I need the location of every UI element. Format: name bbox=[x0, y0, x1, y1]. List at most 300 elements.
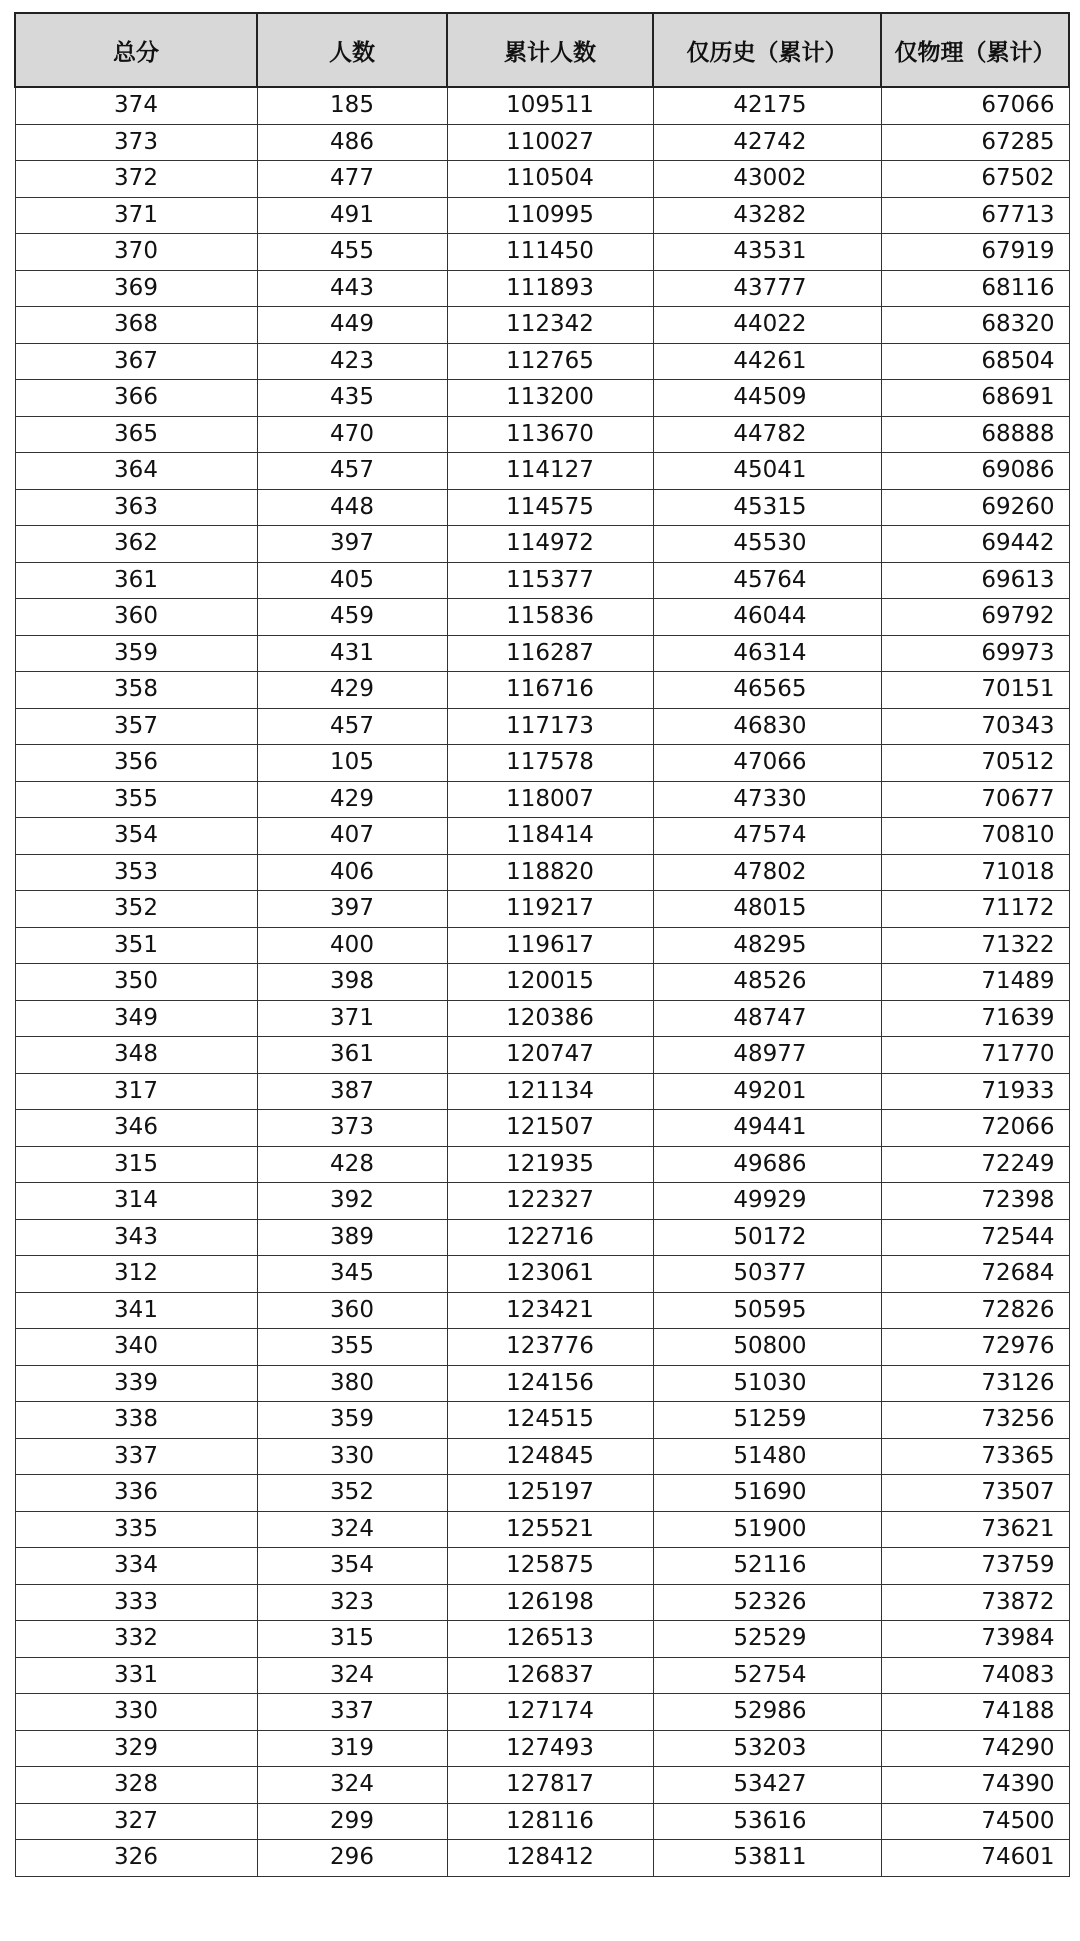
cell-cumulative-count: 126513 bbox=[447, 1621, 653, 1658]
cell-total-score: 335 bbox=[15, 1511, 257, 1548]
cell-cumulative-count: 120386 bbox=[447, 1000, 653, 1037]
cell-history-cumulative: 45764 bbox=[653, 562, 881, 599]
cell-history-cumulative: 52754 bbox=[653, 1657, 881, 1694]
cell-physics-cumulative: 74601 bbox=[881, 1840, 1069, 1877]
cell-total-score: 365 bbox=[15, 416, 257, 453]
cell-cumulative-count: 127493 bbox=[447, 1730, 653, 1767]
cell-history-cumulative: 52326 bbox=[653, 1584, 881, 1621]
cell-total-score: 349 bbox=[15, 1000, 257, 1037]
table-row bbox=[15, 1037, 1069, 1074]
table-row bbox=[15, 1657, 1069, 1694]
cell-physics-cumulative: 70512 bbox=[881, 745, 1069, 782]
cell-history-cumulative: 43282 bbox=[653, 197, 881, 234]
cell-count: 429 bbox=[257, 781, 447, 818]
cell-history-cumulative: 48015 bbox=[653, 891, 881, 928]
cell-total-score: 359 bbox=[15, 635, 257, 672]
cell-count: 389 bbox=[257, 1219, 447, 1256]
table-row bbox=[15, 1146, 1069, 1183]
cell-count: 324 bbox=[257, 1511, 447, 1548]
cell-total-score: 315 bbox=[15, 1146, 257, 1183]
cell-cumulative-count: 122327 bbox=[447, 1183, 653, 1220]
cell-cumulative-count: 117578 bbox=[447, 745, 653, 782]
cell-cumulative-count: 126837 bbox=[447, 1657, 653, 1694]
cell-history-cumulative: 48977 bbox=[653, 1037, 881, 1074]
score-distribution-sheet bbox=[14, 12, 1068, 1877]
cell-count: 380 bbox=[257, 1365, 447, 1402]
cell-cumulative-count: 109511 bbox=[447, 87, 653, 124]
cell-history-cumulative: 52986 bbox=[653, 1694, 881, 1731]
cell-physics-cumulative: 67066 bbox=[881, 87, 1069, 124]
table-row bbox=[15, 380, 1069, 417]
cell-physics-cumulative: 67713 bbox=[881, 197, 1069, 234]
table-row bbox=[15, 1730, 1069, 1767]
cell-total-score: 362 bbox=[15, 526, 257, 563]
cell-cumulative-count: 110995 bbox=[447, 197, 653, 234]
cell-count: 323 bbox=[257, 1584, 447, 1621]
cell-physics-cumulative: 72066 bbox=[881, 1110, 1069, 1147]
cell-count: 423 bbox=[257, 343, 447, 380]
cell-total-score: 348 bbox=[15, 1037, 257, 1074]
cell-count: 373 bbox=[257, 1110, 447, 1147]
cell-cumulative-count: 125875 bbox=[447, 1548, 653, 1585]
cell-cumulative-count: 124156 bbox=[447, 1365, 653, 1402]
cell-physics-cumulative: 68888 bbox=[881, 416, 1069, 453]
cell-history-cumulative: 48295 bbox=[653, 927, 881, 964]
cell-history-cumulative: 51030 bbox=[653, 1365, 881, 1402]
cell-count: 105 bbox=[257, 745, 447, 782]
cell-history-cumulative: 52529 bbox=[653, 1621, 881, 1658]
cell-cumulative-count: 127174 bbox=[447, 1694, 653, 1731]
cell-physics-cumulative: 72976 bbox=[881, 1329, 1069, 1366]
cell-history-cumulative: 45041 bbox=[653, 453, 881, 490]
cell-count: 387 bbox=[257, 1073, 447, 1110]
cell-count: 299 bbox=[257, 1803, 447, 1840]
cell-count: 477 bbox=[257, 161, 447, 198]
cell-cumulative-count: 119617 bbox=[447, 927, 653, 964]
table-row bbox=[15, 1621, 1069, 1658]
cell-count: 400 bbox=[257, 927, 447, 964]
cell-total-score: 368 bbox=[15, 307, 257, 344]
cell-cumulative-count: 123776 bbox=[447, 1329, 653, 1366]
cell-count: 324 bbox=[257, 1767, 447, 1804]
table-row bbox=[15, 599, 1069, 636]
table-row bbox=[15, 307, 1069, 344]
cell-history-cumulative: 50172 bbox=[653, 1219, 881, 1256]
cell-total-score: 350 bbox=[15, 964, 257, 1001]
header-cumulative-count: 累计人数 bbox=[447, 13, 653, 87]
cell-history-cumulative: 53427 bbox=[653, 1767, 881, 1804]
cell-total-score: 330 bbox=[15, 1694, 257, 1731]
cell-count: 449 bbox=[257, 307, 447, 344]
cell-cumulative-count: 123421 bbox=[447, 1292, 653, 1329]
cell-total-score: 327 bbox=[15, 1803, 257, 1840]
table-row bbox=[15, 818, 1069, 855]
table-row bbox=[15, 270, 1069, 307]
cell-total-score: 364 bbox=[15, 453, 257, 490]
table-row bbox=[15, 927, 1069, 964]
cell-count: 371 bbox=[257, 1000, 447, 1037]
cell-count: 406 bbox=[257, 854, 447, 891]
cell-count: 448 bbox=[257, 489, 447, 526]
cell-total-score: 360 bbox=[15, 599, 257, 636]
cell-history-cumulative: 47330 bbox=[653, 781, 881, 818]
cell-count: 457 bbox=[257, 453, 447, 490]
cell-physics-cumulative: 74390 bbox=[881, 1767, 1069, 1804]
cell-physics-cumulative: 73507 bbox=[881, 1475, 1069, 1512]
cell-count: 397 bbox=[257, 526, 447, 563]
table-row bbox=[15, 635, 1069, 672]
cell-cumulative-count: 117173 bbox=[447, 708, 653, 745]
table-row bbox=[15, 343, 1069, 380]
cell-count: 392 bbox=[257, 1183, 447, 1220]
cell-physics-cumulative: 71322 bbox=[881, 927, 1069, 964]
cell-count: 435 bbox=[257, 380, 447, 417]
cell-physics-cumulative: 74500 bbox=[881, 1803, 1069, 1840]
cell-total-score: 356 bbox=[15, 745, 257, 782]
cell-count: 337 bbox=[257, 1694, 447, 1731]
table-row bbox=[15, 1000, 1069, 1037]
cell-cumulative-count: 114972 bbox=[447, 526, 653, 563]
cell-cumulative-count: 118414 bbox=[447, 818, 653, 855]
cell-physics-cumulative: 67502 bbox=[881, 161, 1069, 198]
cell-history-cumulative: 51900 bbox=[653, 1511, 881, 1548]
table-row bbox=[15, 562, 1069, 599]
table-row bbox=[15, 1219, 1069, 1256]
cell-physics-cumulative: 70151 bbox=[881, 672, 1069, 709]
cell-cumulative-count: 118820 bbox=[447, 854, 653, 891]
cell-count: 345 bbox=[257, 1256, 447, 1293]
cell-count: 397 bbox=[257, 891, 447, 928]
cell-physics-cumulative: 72684 bbox=[881, 1256, 1069, 1293]
cell-count: 185 bbox=[257, 87, 447, 124]
cell-physics-cumulative: 73984 bbox=[881, 1621, 1069, 1658]
cell-physics-cumulative: 72826 bbox=[881, 1292, 1069, 1329]
cell-physics-cumulative: 67285 bbox=[881, 124, 1069, 161]
cell-history-cumulative: 46044 bbox=[653, 599, 881, 636]
table-row bbox=[15, 1292, 1069, 1329]
cell-physics-cumulative: 69973 bbox=[881, 635, 1069, 672]
table-row bbox=[15, 1548, 1069, 1585]
cell-cumulative-count: 121935 bbox=[447, 1146, 653, 1183]
cell-history-cumulative: 46830 bbox=[653, 708, 881, 745]
cell-total-score: 374 bbox=[15, 87, 257, 124]
cell-history-cumulative: 43777 bbox=[653, 270, 881, 307]
cell-cumulative-count: 119217 bbox=[447, 891, 653, 928]
table-row bbox=[15, 708, 1069, 745]
table-row bbox=[15, 891, 1069, 928]
cell-cumulative-count: 116287 bbox=[447, 635, 653, 672]
cell-physics-cumulative: 69613 bbox=[881, 562, 1069, 599]
cell-cumulative-count: 115836 bbox=[447, 599, 653, 636]
cell-total-score: 354 bbox=[15, 818, 257, 855]
cell-count: 455 bbox=[257, 234, 447, 271]
cell-history-cumulative: 53616 bbox=[653, 1803, 881, 1840]
cell-count: 360 bbox=[257, 1292, 447, 1329]
cell-count: 315 bbox=[257, 1621, 447, 1658]
cell-total-score: 333 bbox=[15, 1584, 257, 1621]
cell-history-cumulative: 51259 bbox=[653, 1402, 881, 1439]
cell-history-cumulative: 47066 bbox=[653, 745, 881, 782]
cell-count: 428 bbox=[257, 1146, 447, 1183]
cell-cumulative-count: 126198 bbox=[447, 1584, 653, 1621]
cell-total-score: 358 bbox=[15, 672, 257, 709]
cell-history-cumulative: 44022 bbox=[653, 307, 881, 344]
cell-total-score: 370 bbox=[15, 234, 257, 271]
table-row bbox=[15, 416, 1069, 453]
cell-physics-cumulative: 74290 bbox=[881, 1730, 1069, 1767]
cell-total-score: 341 bbox=[15, 1292, 257, 1329]
cell-physics-cumulative: 69442 bbox=[881, 526, 1069, 563]
table-row bbox=[15, 745, 1069, 782]
table-row bbox=[15, 1073, 1069, 1110]
cell-count: 486 bbox=[257, 124, 447, 161]
cell-count: 443 bbox=[257, 270, 447, 307]
cell-physics-cumulative: 71489 bbox=[881, 964, 1069, 1001]
table-row bbox=[15, 1767, 1069, 1804]
cell-history-cumulative: 50800 bbox=[653, 1329, 881, 1366]
header-total-score: 总分 bbox=[15, 13, 257, 87]
table-row bbox=[15, 1475, 1069, 1512]
cell-history-cumulative: 48747 bbox=[653, 1000, 881, 1037]
cell-physics-cumulative: 70677 bbox=[881, 781, 1069, 818]
cell-cumulative-count: 120015 bbox=[447, 964, 653, 1001]
cell-count: 296 bbox=[257, 1840, 447, 1877]
table-row bbox=[15, 87, 1069, 124]
cell-total-score: 317 bbox=[15, 1073, 257, 1110]
cell-cumulative-count: 121134 bbox=[447, 1073, 653, 1110]
cell-history-cumulative: 44782 bbox=[653, 416, 881, 453]
table-row bbox=[15, 161, 1069, 198]
table-row bbox=[15, 197, 1069, 234]
cell-history-cumulative: 52116 bbox=[653, 1548, 881, 1585]
cell-physics-cumulative: 72544 bbox=[881, 1219, 1069, 1256]
cell-total-score: 328 bbox=[15, 1767, 257, 1804]
cell-cumulative-count: 111893 bbox=[447, 270, 653, 307]
cell-physics-cumulative: 73759 bbox=[881, 1548, 1069, 1585]
cell-history-cumulative: 49929 bbox=[653, 1183, 881, 1220]
cell-total-score: 351 bbox=[15, 927, 257, 964]
cell-total-score: 339 bbox=[15, 1365, 257, 1402]
table-row bbox=[15, 964, 1069, 1001]
table-row bbox=[15, 1365, 1069, 1402]
cell-count: 361 bbox=[257, 1037, 447, 1074]
cell-cumulative-count: 120747 bbox=[447, 1037, 653, 1074]
cell-history-cumulative: 47574 bbox=[653, 818, 881, 855]
cell-cumulative-count: 113670 bbox=[447, 416, 653, 453]
cell-total-score: 371 bbox=[15, 197, 257, 234]
cell-cumulative-count: 121507 bbox=[447, 1110, 653, 1147]
cell-cumulative-count: 127817 bbox=[447, 1767, 653, 1804]
table-row bbox=[15, 1694, 1069, 1731]
cell-physics-cumulative: 70343 bbox=[881, 708, 1069, 745]
cell-total-score: 353 bbox=[15, 854, 257, 891]
cell-physics-cumulative: 72398 bbox=[881, 1183, 1069, 1220]
cell-cumulative-count: 125197 bbox=[447, 1475, 653, 1512]
cell-cumulative-count: 114127 bbox=[447, 453, 653, 490]
cell-history-cumulative: 53203 bbox=[653, 1730, 881, 1767]
cell-physics-cumulative: 71770 bbox=[881, 1037, 1069, 1074]
cell-history-cumulative: 42175 bbox=[653, 87, 881, 124]
cell-cumulative-count: 112765 bbox=[447, 343, 653, 380]
cell-cumulative-count: 124845 bbox=[447, 1438, 653, 1475]
table-header bbox=[15, 13, 1069, 87]
cell-cumulative-count: 113200 bbox=[447, 380, 653, 417]
cell-history-cumulative: 53811 bbox=[653, 1840, 881, 1877]
cell-cumulative-count: 111450 bbox=[447, 234, 653, 271]
cell-cumulative-count: 124515 bbox=[447, 1402, 653, 1439]
header-count: 人数 bbox=[257, 13, 447, 87]
table-row bbox=[15, 1803, 1069, 1840]
cell-total-score: 334 bbox=[15, 1548, 257, 1585]
cell-history-cumulative: 43002 bbox=[653, 161, 881, 198]
cell-count: 457 bbox=[257, 708, 447, 745]
cell-physics-cumulative: 73365 bbox=[881, 1438, 1069, 1475]
cell-total-score: 340 bbox=[15, 1329, 257, 1366]
cell-physics-cumulative: 71933 bbox=[881, 1073, 1069, 1110]
cell-count: 355 bbox=[257, 1329, 447, 1366]
cell-total-score: 326 bbox=[15, 1840, 257, 1877]
cell-physics-cumulative: 67919 bbox=[881, 234, 1069, 271]
cell-total-score: 329 bbox=[15, 1730, 257, 1767]
cell-cumulative-count: 114575 bbox=[447, 489, 653, 526]
cell-cumulative-count: 116716 bbox=[447, 672, 653, 709]
cell-count: 470 bbox=[257, 416, 447, 453]
cell-history-cumulative: 49441 bbox=[653, 1110, 881, 1147]
cell-count: 459 bbox=[257, 599, 447, 636]
table-row bbox=[15, 453, 1069, 490]
cell-physics-cumulative: 71639 bbox=[881, 1000, 1069, 1037]
cell-history-cumulative: 45315 bbox=[653, 489, 881, 526]
cell-history-cumulative: 50595 bbox=[653, 1292, 881, 1329]
cell-cumulative-count: 118007 bbox=[447, 781, 653, 818]
cell-physics-cumulative: 69792 bbox=[881, 599, 1069, 636]
cell-count: 354 bbox=[257, 1548, 447, 1585]
cell-history-cumulative: 51690 bbox=[653, 1475, 881, 1512]
table-row bbox=[15, 1402, 1069, 1439]
cell-history-cumulative: 49686 bbox=[653, 1146, 881, 1183]
cell-cumulative-count: 112342 bbox=[447, 307, 653, 344]
cell-physics-cumulative: 68504 bbox=[881, 343, 1069, 380]
table-row bbox=[15, 854, 1069, 891]
cell-count: 429 bbox=[257, 672, 447, 709]
cell-total-score: 369 bbox=[15, 270, 257, 307]
cell-total-score: 337 bbox=[15, 1438, 257, 1475]
cell-physics-cumulative: 68691 bbox=[881, 380, 1069, 417]
cell-total-score: 338 bbox=[15, 1402, 257, 1439]
cell-history-cumulative: 46314 bbox=[653, 635, 881, 672]
cell-history-cumulative: 44509 bbox=[653, 380, 881, 417]
cell-count: 330 bbox=[257, 1438, 447, 1475]
cell-history-cumulative: 51480 bbox=[653, 1438, 881, 1475]
cell-history-cumulative: 48526 bbox=[653, 964, 881, 1001]
header-physics-cumulative: 仅物理（累计） bbox=[881, 13, 1069, 87]
cell-cumulative-count: 115377 bbox=[447, 562, 653, 599]
table-row bbox=[15, 124, 1069, 161]
cell-count: 352 bbox=[257, 1475, 447, 1512]
cell-count: 359 bbox=[257, 1402, 447, 1439]
cell-total-score: 312 bbox=[15, 1256, 257, 1293]
cell-history-cumulative: 50377 bbox=[653, 1256, 881, 1293]
cell-total-score: 346 bbox=[15, 1110, 257, 1147]
cell-physics-cumulative: 74188 bbox=[881, 1694, 1069, 1731]
cell-count: 407 bbox=[257, 818, 447, 855]
cell-total-score: 357 bbox=[15, 708, 257, 745]
table-row bbox=[15, 1511, 1069, 1548]
cell-total-score: 343 bbox=[15, 1219, 257, 1256]
header-history-cumulative: 仅历史（累计） bbox=[653, 13, 881, 87]
cell-history-cumulative: 47802 bbox=[653, 854, 881, 891]
table-row bbox=[15, 672, 1069, 709]
cell-total-score: 372 bbox=[15, 161, 257, 198]
header-row bbox=[15, 13, 1069, 87]
cell-total-score: 332 bbox=[15, 1621, 257, 1658]
cell-count: 405 bbox=[257, 562, 447, 599]
cell-total-score: 367 bbox=[15, 343, 257, 380]
cell-physics-cumulative: 68116 bbox=[881, 270, 1069, 307]
table-row bbox=[15, 1256, 1069, 1293]
cell-cumulative-count: 122716 bbox=[447, 1219, 653, 1256]
cell-cumulative-count: 110027 bbox=[447, 124, 653, 161]
cell-count: 491 bbox=[257, 197, 447, 234]
cell-physics-cumulative: 71172 bbox=[881, 891, 1069, 928]
cell-total-score: 373 bbox=[15, 124, 257, 161]
table-row bbox=[15, 489, 1069, 526]
cell-history-cumulative: 43531 bbox=[653, 234, 881, 271]
cell-total-score: 355 bbox=[15, 781, 257, 818]
cell-count: 324 bbox=[257, 1657, 447, 1694]
cell-count: 431 bbox=[257, 635, 447, 672]
cell-physics-cumulative: 73126 bbox=[881, 1365, 1069, 1402]
table-row bbox=[15, 1110, 1069, 1147]
cell-count: 398 bbox=[257, 964, 447, 1001]
cell-cumulative-count: 123061 bbox=[447, 1256, 653, 1293]
cell-history-cumulative: 45530 bbox=[653, 526, 881, 563]
table-row bbox=[15, 234, 1069, 271]
cell-physics-cumulative: 74083 bbox=[881, 1657, 1069, 1694]
table-row bbox=[15, 1438, 1069, 1475]
cell-physics-cumulative: 73256 bbox=[881, 1402, 1069, 1439]
cell-cumulative-count: 110504 bbox=[447, 161, 653, 198]
cell-cumulative-count: 128412 bbox=[447, 1840, 653, 1877]
cell-physics-cumulative: 72249 bbox=[881, 1146, 1069, 1183]
cell-physics-cumulative: 69086 bbox=[881, 453, 1069, 490]
table-row bbox=[15, 1840, 1069, 1877]
cell-physics-cumulative: 68320 bbox=[881, 307, 1069, 344]
cell-physics-cumulative: 73872 bbox=[881, 1584, 1069, 1621]
cell-history-cumulative: 46565 bbox=[653, 672, 881, 709]
table-row bbox=[15, 526, 1069, 563]
cell-physics-cumulative: 69260 bbox=[881, 489, 1069, 526]
cell-physics-cumulative: 73621 bbox=[881, 1511, 1069, 1548]
table-body bbox=[15, 87, 1069, 1876]
cell-total-score: 331 bbox=[15, 1657, 257, 1694]
table-row bbox=[15, 1329, 1069, 1366]
cell-total-score: 336 bbox=[15, 1475, 257, 1512]
score-distribution-table bbox=[14, 12, 1070, 1877]
cell-total-score: 361 bbox=[15, 562, 257, 599]
cell-total-score: 314 bbox=[15, 1183, 257, 1220]
cell-history-cumulative: 49201 bbox=[653, 1073, 881, 1110]
cell-total-score: 352 bbox=[15, 891, 257, 928]
table-row bbox=[15, 781, 1069, 818]
cell-cumulative-count: 125521 bbox=[447, 1511, 653, 1548]
cell-count: 319 bbox=[257, 1730, 447, 1767]
cell-history-cumulative: 42742 bbox=[653, 124, 881, 161]
cell-total-score: 363 bbox=[15, 489, 257, 526]
cell-total-score: 366 bbox=[15, 380, 257, 417]
table-row bbox=[15, 1584, 1069, 1621]
cell-physics-cumulative: 70810 bbox=[881, 818, 1069, 855]
